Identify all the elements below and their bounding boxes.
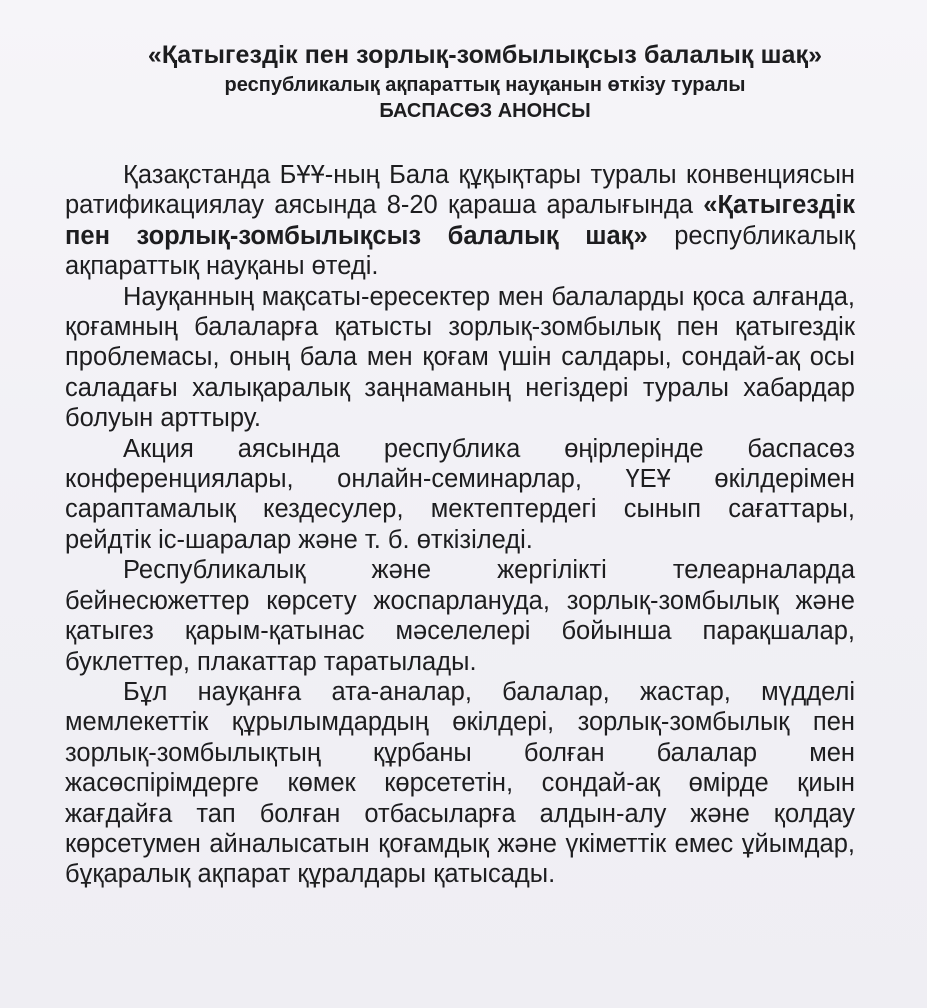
paragraph-3: Акция аясында республика өңірлерінде баспасөз конференциялары, онлайн-семинарлар, ҮЕҰ өкілдерімен сараптамалық кездесулер, мектептердегі сынып сағаттары, рейдтік іс-шаралар және т. б. өткізіледі. [65,434,855,554]
paragraph-1 [65,160,855,282]
document-title: «Қатыгездік пен зорлық-зомбылықсыз балалық шақ» [147,41,823,69]
paragraph-1-end: республикалық ақпараттық науқаны өтеді. [65,221,855,281]
campaign-name: «Қатыгездік пен зорлық-зомбылықсыз балалық шақ» [65,191,855,250]
document-body [65,160,855,890]
paragraph-4: Республикалық және жергілікті телеарналарда бейнесюжеттер көрсету жоспарлануда, зорлық-зомбылық және қатыгез қарым-қатынас мәселелері бойынша парақшалар, буклеттер, плакаттар таратылады. [65,556,855,676]
paragraph-5: Бұл науқанға ата-аналар, балалар, жастар, мүдделі мемлекеттік құрылымдардың өкілдері, зорлық-зомбылық пен зорлық-зомбылықтың құрбаны болған балалар мен жасөспірімдерге көмек көрсететін, сондай-ақ өмірде қиын жағдайға тап болған отбасыларға алдын-алу және қолдау көрсетумен айналысатын қоғамдық және үкіметтік емес ұйымдар, бұқаралық ақпарат құралдары қатысады. [65,677,855,889]
document-header [60,40,910,124]
paragraph-1-intro: Қазақстанда БҰҰ-ның Бала құқықтары туралы конвенциясын ратификациялау аясында 8-20 қараша аралығында [65,161,855,220]
paragraph-2: Науқанның мақсаты-ересектер мен балаларды қоса алғанда, қоғамның балаларға қатысты зорлық-зомбылық пен қатыгездік проблемасы, оның бала мен қоғам үшін салдары, сондай-ақ осы саладағы халықаралық заңнаманың негіздері туралы хабардар болуын арттыру. [65,282,855,433]
document-subtitle: республикалық ақпараттық науқанын өткізу туралы [224,74,746,96]
press-announcement-label: БАСПАСӨЗ АНОНСЫ [379,100,591,122]
